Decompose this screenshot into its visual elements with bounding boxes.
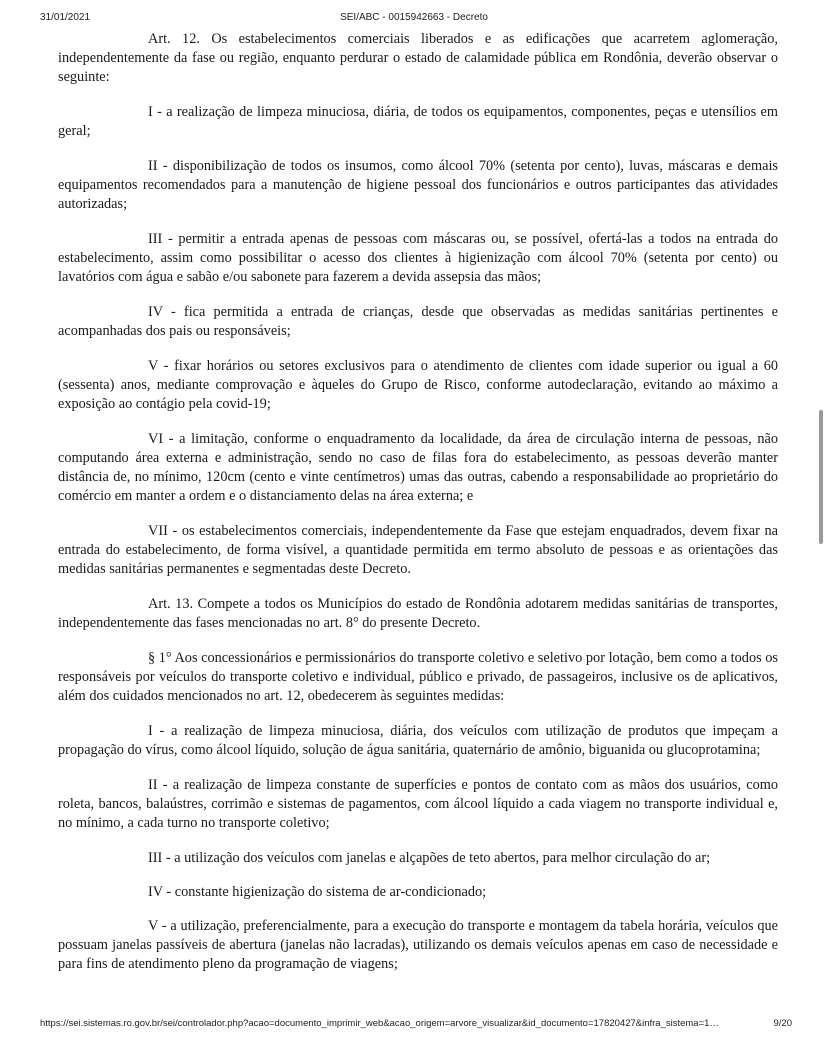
document-url: https://sei.sistemas.ro.gov.br/sei/controlador.php?acao=documento_imprimir_web&acao_origem=arvore_visualizar&id_documento=17820427&infra_sistema=1… xyxy=(40,1018,719,1029)
article-12-item-vi: VI - a limitação, conforme o enquadramento da localidade, da área de circulação interna de pessoas, não computando área externa e administração, sendo no caso de filas fora do estabelecimento, as pessoas deverão manter distância de, no mínimo, 120cm (cento e vinte centímetros) umas das outras, cabendo a responsabilidade ao proprietário do comércio em manter a ordem e o distanciamento delas na área externa; e xyxy=(58,431,778,504)
article-13: Art. 13. Compete a todos os Municípios do estado de Rondônia adotarem medidas sanitárias de transportes, independentemente das fases mencionadas no art. 8° do presente Decreto. xyxy=(58,596,778,631)
article-12-item-iv: IV - fica permitida a entrada de crianças, desde que observadas as medidas sanitárias pertinentes e acompanhadas dos pais ou responsáveis; xyxy=(58,304,778,339)
scrollbar-thumb[interactable] xyxy=(819,410,823,544)
article-12-item-i: I - a realização de limpeza minuciosa, diária, de todos os equipamentos, componentes, peças e utensílios em geral; xyxy=(58,104,778,139)
article-13-item-iii: III - a utilização dos veículos com janelas e alçapões de teto abertos, para melhor circulação do ar; xyxy=(148,850,711,866)
page-counter: 9/20 xyxy=(773,1018,792,1029)
article-12-item-vii: VII - os estabelecimentos comerciais, independentemente da Fase que estejam enquadrados, devem fixar na entrada do estabelecimento, de forma visível, a quantidade permitida em termo absoluto de pessoas e as orientações das medidas sanitárias permanentes e segmentadas deste Decreto. xyxy=(58,523,778,577)
article-13-paragraph-1: § 1° Aos concessionários e permissionários do transporte coletivo e seletivo por lotação, bem como a todos os responsáveis por veículos do transporte coletivo e individual, público e privado, de passageiros, inclusive os de aplicativos, além dos cuidados mencionados no art. 12, obedecerem às seguintes medidas: xyxy=(58,650,778,704)
article-12: Art. 12. Os estabelecimentos comerciais liberados e as edificações que acarretem aglomeração, independentemente da fase ou região, enquanto perdurar o estado de calamidade pública em Rondônia, deverão observar o seguinte: xyxy=(58,31,778,85)
document-title: SEI/ABC - 0015942663 - Decreto xyxy=(340,12,488,23)
article-13-item-ii: II - a realização de limpeza constante de superfícies e pontos de contato com as mãos dos usuários, como roleta, bancos, balaústres, corrimão e sistemas de pagamentos, com álcool líquido a cada viagem no transporte individual e, no mínimo, a cada turno no transporte coletivo; xyxy=(58,777,778,831)
article-13-item-v: V - a utilização, preferencialmente, para a execução do transporte e montagem da tabela horária, veículos que possuam janelas passíveis de abertura (janelas não lacradas), utilizando os demais veículos apenas em caso de necessidade e para fins de atendimento pleno da programação de viagens; xyxy=(58,918,778,972)
print-date: 31/01/2021 xyxy=(40,12,91,23)
article-12-item-ii: II - disponibilização de todos os insumos, como álcool 70% (setenta por cento), luvas, máscaras e demais equipamentos recomendados para a manutenção de higiene pessoal dos funcionários e outros participantes das atividades autorizadas; xyxy=(58,158,778,212)
article-13-item-i: I - a realização de limpeza minuciosa, diária, dos veículos com utilização de produtos que impeçam a propagação do vírus, como álcool líquido, solução de água sanitária, quaternário de amônio, biguanida ou glucoprotamina; xyxy=(58,723,778,758)
article-12-item-iii: III - permitir a entrada apenas de pessoas com máscaras ou, se possível, ofertá-las a todos na entrada do estabelecimento, assim como possibilitar o acesso dos clientes à higienização com álcool 70% (setenta por cento) ou lavatórios com água e sabão e/ou sabonete para fazerem a devida assepsia das mãos; xyxy=(58,231,778,285)
article-13-item-iv: IV - constante higienização do sistema de ar-condicionado; xyxy=(148,884,487,900)
print-header xyxy=(40,12,788,26)
print-footer xyxy=(40,1018,792,1032)
article-12-item-v: V - fixar horários ou setores exclusivos para o atendimento de clientes com idade superior ou igual a 60 (sessenta) anos, mediante comprovação e àqueles do Grupo de Risco, conforme autodeclaração, evitando ao máximo a exposição ao contágio pela covid-19; xyxy=(58,358,778,412)
document-body xyxy=(58,30,778,990)
